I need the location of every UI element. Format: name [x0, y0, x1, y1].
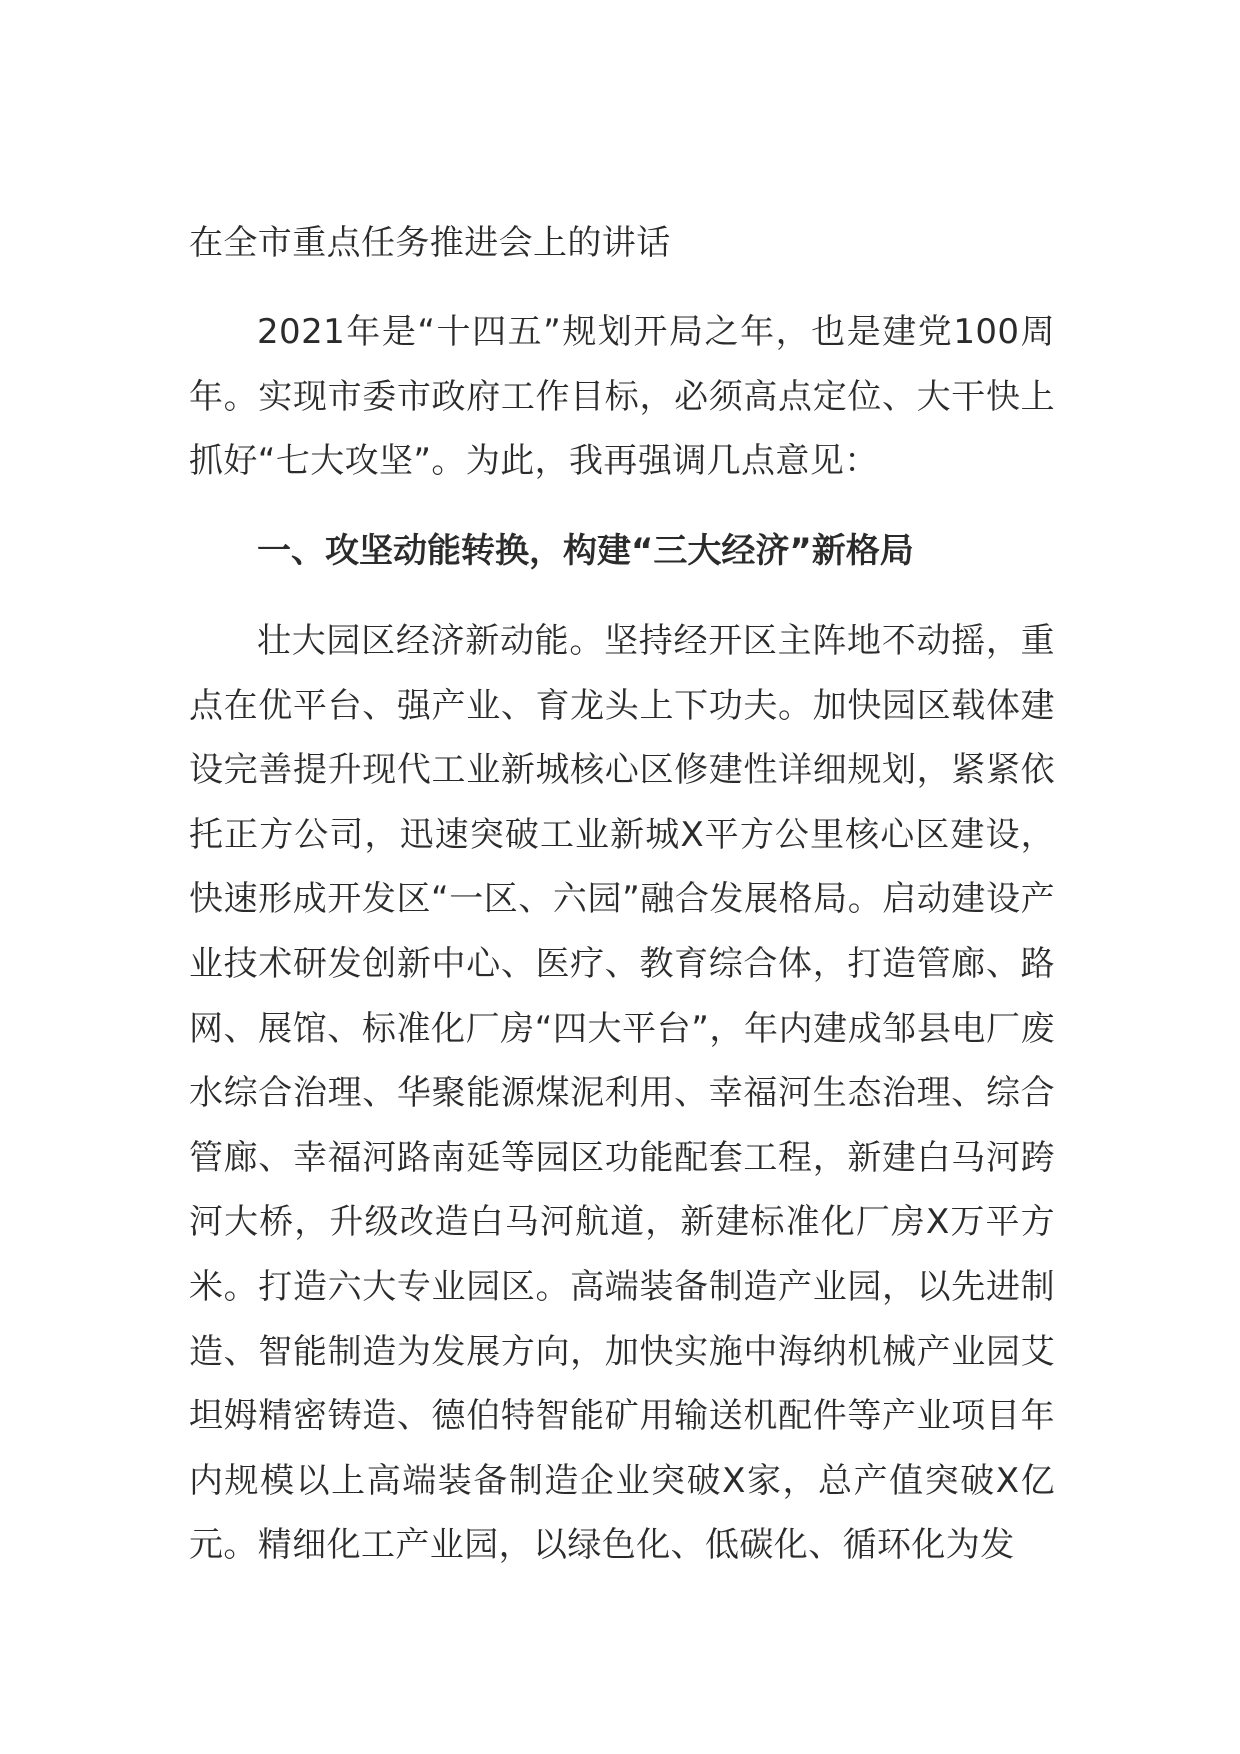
section-body-paragraph: 壮大园区经济新动能。坚持经开区主阵地不动摇，重点在优平台、强产业、育龙头上下功夫。加快园区载体建设完善提升现代工业新城核心区修建性详细规划，紧紧依托正方公司，迅速突破工业新城X平方公里核心区建设，快速形成开发区“一区、六园”融合发展格局。启动建设产业技术研发创新中心、医疗、教育综合体，打造管廊、路网、展馆、标准化厂房“四大平台”，年内建成邹县电厂废水综合治理、华聚能源煤泥利用、幸福河生态治理、综合管廊、幸福河路南延等园区功能配套工程，新建白马河跨河大桥，升级改造白马河航道，新建标准化厂房X万平方米。打造六大专业园区。高端装备制造产业园，以先进制造、智能制造为发展方向，加快实施中海纳机械产业园艾坦姆精密铸造、德伯特智能矿用输送机配件等产业项目年内规模以上高端装备制造企业突破X家，总产值突破X亿元。精细化工产业园，以绿色化、低碳化、循环化为发 — [189, 621, 1055, 1566]
document-title: 在全市重点任务推进会上的讲话 — [189, 223, 671, 263]
intro-paragraph: 2021年是“十四五”规划开局之年，也是建党100周年。实现市委市政府工作目标，必须高点定位、大干快上抓好“七大攻坚”。为此，我再强调几点意见： — [189, 312, 1055, 482]
section-heading: 一、攻坚动能转换，构建“三大经济”新格局 — [257, 531, 914, 571]
